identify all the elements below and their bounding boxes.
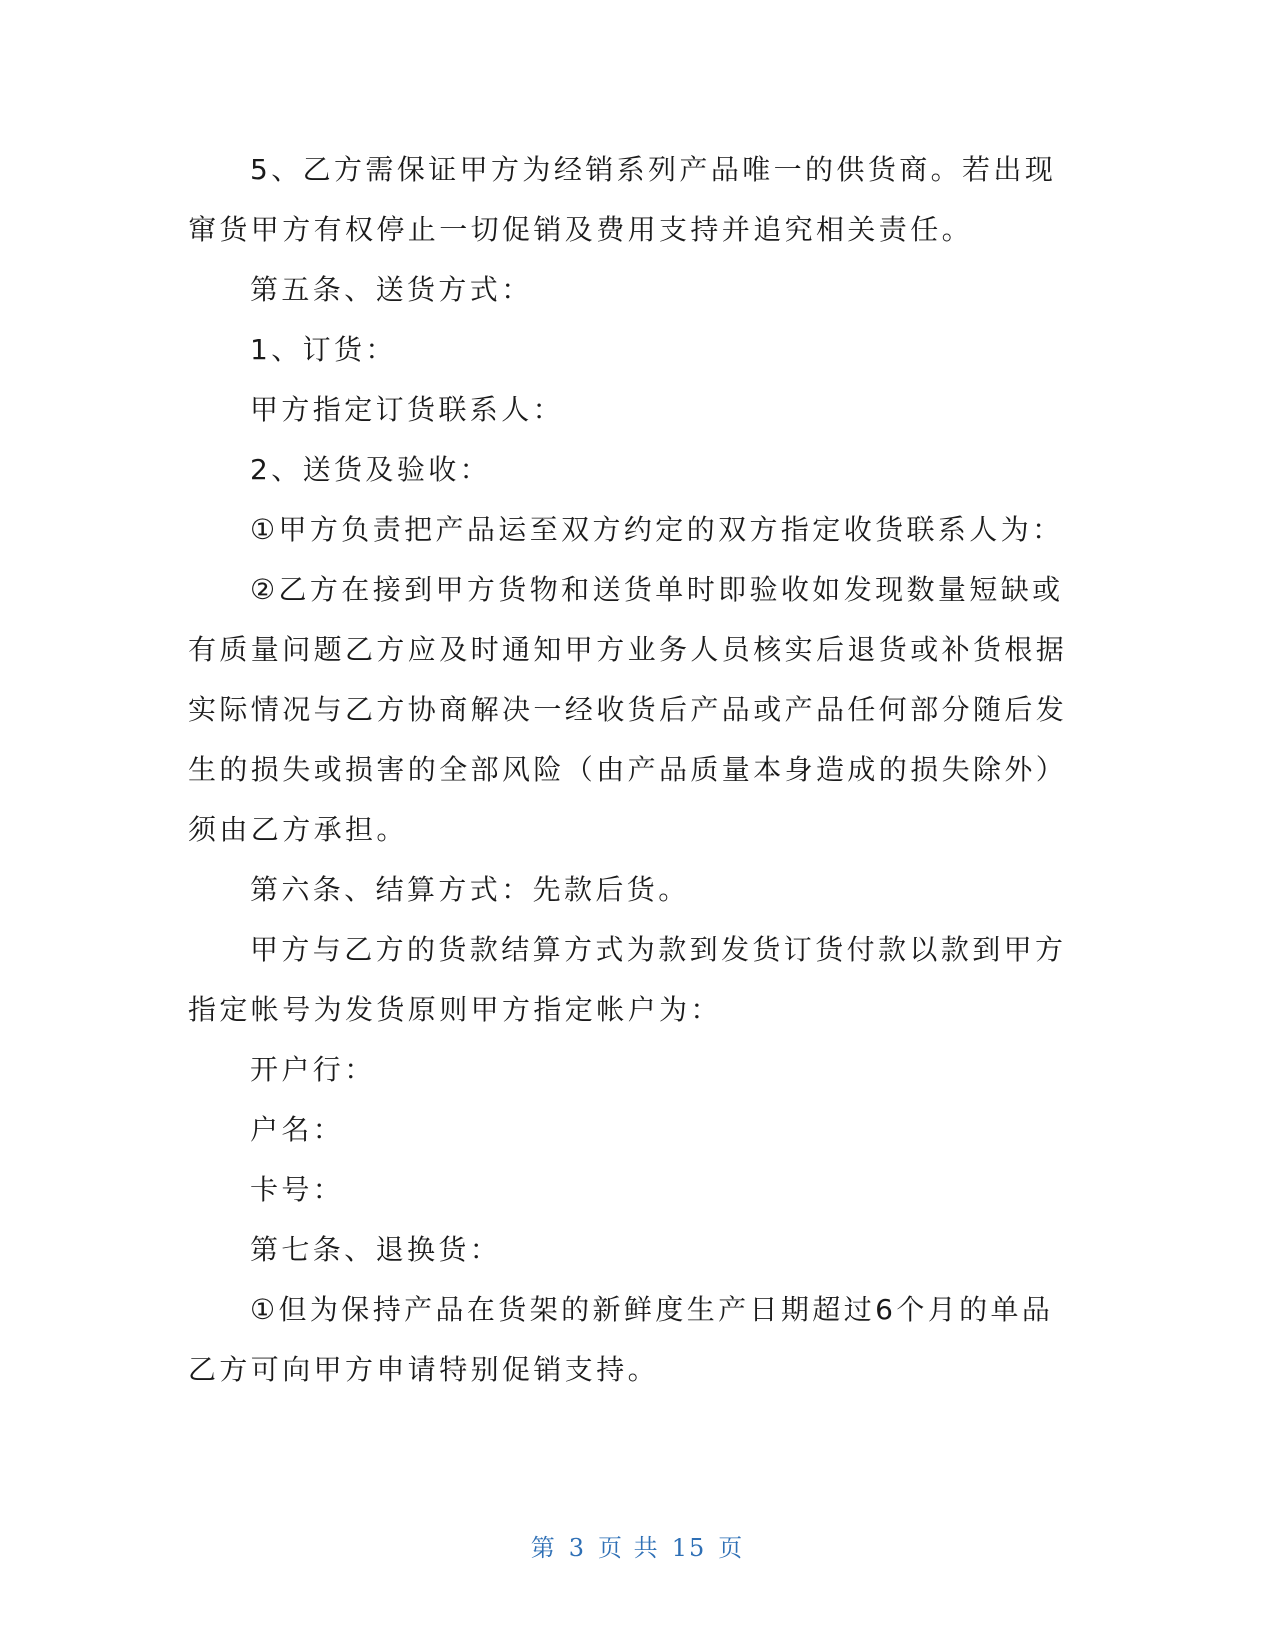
- heading-article-6: 第六条、结算方式：先款后货。: [250, 873, 690, 906]
- page-footer: [0, 1528, 1275, 1563]
- paragraph-return-item-1: ①但为保持产品在货架的新鲜度生产日期超过6个月的单品乙方可向甲方申请特别促销支持。: [188, 1293, 1054, 1386]
- footer-current-page: 3: [568, 1534, 587, 1562]
- paragraph-ordering: 1、订货：: [250, 333, 397, 366]
- footer-total-pages: 15: [671, 1534, 707, 1562]
- field-account-name: 户名：: [250, 1113, 345, 1146]
- field-card-number: 卡号：: [250, 1173, 345, 1206]
- paragraph-clause-5: 5、乙方需保证甲方为经销系列产品唯一的供货商。若出现窜货甲方有权停止一切促销及费用支持并追究相关责任。: [188, 153, 1057, 246]
- paragraph-delivery-item-2: ②乙方在接到甲方货物和送货单时即验收如发现数量短缺或有质量问题乙方应及时通知甲方业务人员核实后退货或补货根据实际情况与乙方协商解决一经收货后产品或产品任何部分随后发生的损失或损害的全部风险（由产品质量本身造成的损失除外）须由乙方承担。: [188, 573, 1068, 846]
- document-body: [188, 140, 1068, 1400]
- paragraph-settlement: 甲方与乙方的货款结算方式为款到发货订货付款以款到甲方指定帐号为发货原则甲方指定帐户为：: [188, 933, 1067, 1026]
- paragraph-delivery-item-1: ①甲方负责把产品运至双方约定的双方指定收货联系人为：: [250, 513, 1064, 546]
- paragraph-delivery-acceptance: 2、送货及验收：: [250, 453, 492, 486]
- footer-middle: 页 共: [598, 1534, 660, 1562]
- footer-suffix: 页: [718, 1534, 745, 1562]
- field-bank: 开户行：: [250, 1053, 376, 1086]
- heading-article-5: 第五条、送货方式：: [250, 273, 533, 306]
- paragraph-order-contact: 甲方指定订货联系人：: [250, 393, 565, 426]
- heading-article-7: 第七条、退换货：: [250, 1233, 502, 1266]
- footer-prefix: 第: [530, 1534, 557, 1562]
